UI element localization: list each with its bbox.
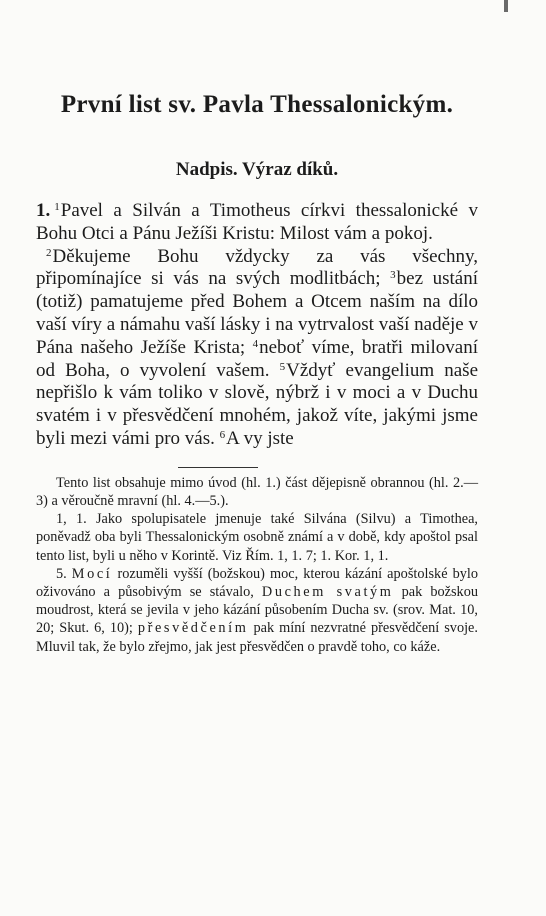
verse-3: bez ustání (totiž) pamatujeme před Bohem a Otcem naším na dílo vaší víry a námahu vaší lásky i na vytrvalost vaší naděje v Pána našeho Ježíše Krista;: [36, 268, 479, 358]
verse-number: 1: [54, 200, 60, 213]
footnote-term: Duchem svatým: [261, 583, 394, 600]
chapter-number: 1.: [36, 200, 51, 221]
footnote-text: pak božskou moudrost, která se jevila v jeho kázání působením Ducha sv. (srov. Mat. 10, 20; Skut. 6, 10);: [36, 583, 478, 637]
verse-5: Vždyť evangelium naše nepřišlo k vám toliko v slově, nýbrž i v moci a v Duchu svatém i v přesvědčení mnohém, jakož víte, jakými jsme byli mezi vámi pro vás.: [36, 359, 479, 449]
footnote-divider: [178, 467, 258, 468]
footnote-ref: 5.: [56, 565, 67, 582]
paragraph-verse-2: [36, 246, 478, 451]
section-heading: Nadpis. Výraz díků.: [175, 159, 339, 180]
scripture-text: [36, 200, 478, 451]
verse-number: 3: [390, 269, 396, 282]
verse-4: neboť víme, bratři milovaní od Boha, o vyvolení vašem.: [36, 336, 478, 381]
footnote-intro: Tento list obsahuje mimo úvod (hl. 1.) část dějepisně obrannou (hl. 2.—3) a věroučně mravní (hl. 4.—5.).: [36, 474, 478, 509]
footnote-text: pak míní nezvratné přesvědčení svoje. Mluvil tak, že bylo zřejmo, jak jest přesvědčen o pravdě toho, co káže.: [36, 620, 478, 655]
verse-6: A vy jste: [226, 427, 294, 449]
footnote-text: rozuměli vyšší (božskou) moc, kterou kázání apoštolské bylo oživováno a působivým se stávalo,: [36, 565, 479, 600]
book-page: [36, 90, 478, 656]
verse-number: 5: [279, 360, 286, 373]
footnotes: [36, 474, 478, 656]
page-edge-mark: [504, 0, 508, 12]
verse-1: Pavel a Silván a Timotheus církvi thessalonické v Bohu Otci a Pánu Ježíši Kristu: Milost vám a pokoj.: [36, 200, 478, 244]
footnote-1-5: [36, 565, 478, 656]
paragraph-verse-1: [36, 200, 478, 246]
footnote-1-1: 1, 1. Jako spolupisatele jmenuje také Silvána (Silvu) a Timothea, poněvadž oba byli Thessalonickým osobně známí a v době, kdy apoštol psal tento list, byli u něho v Korintě. Viz Řím. 1, 1. 7; 1. Kor. 1, 1.: [36, 511, 478, 564]
page-title: První list sv. Pavla Thessalonickým.: [60, 91, 454, 118]
verse-2: Děkujeme Bohu vždycky za vás všechny, připomínajíce si vás na svých modlitbách;: [36, 245, 478, 290]
footnote-term: Mocí: [71, 565, 113, 582]
verse-number: 6: [219, 428, 226, 441]
verse-number: 4: [252, 337, 259, 350]
verse-number: 2: [46, 246, 52, 259]
footnote-term: přesvědčením: [137, 620, 249, 637]
